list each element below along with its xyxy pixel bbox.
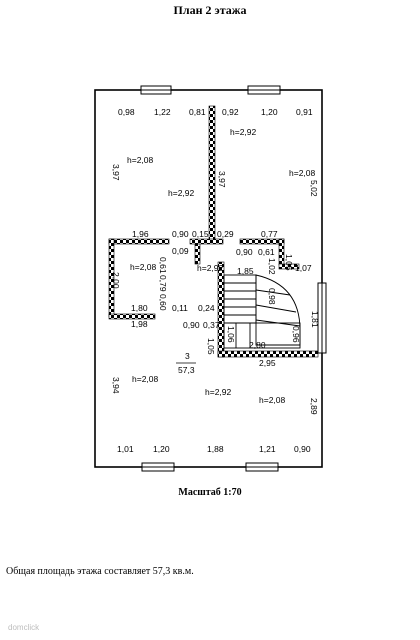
dim-b-h3: h=2,08 bbox=[259, 395, 286, 405]
area-note: Общая площадь этажа составляет 57,3 кв.м. bbox=[6, 566, 194, 577]
dim-c-3: 0,29 bbox=[217, 229, 234, 239]
dim-bot-1: 1,01 bbox=[117, 444, 134, 454]
dim-tl-width: 1,96 bbox=[132, 229, 149, 239]
dim-top-2: 1,22 bbox=[154, 107, 171, 117]
dim-b-right: 2,89 bbox=[309, 398, 319, 415]
window-top-left bbox=[141, 86, 171, 94]
dim-st-2: 0,90 bbox=[183, 320, 200, 330]
dim-h-8: 0,98 bbox=[267, 288, 277, 305]
window-bottom-left bbox=[142, 463, 174, 471]
scale-label: Масштаб 1:70 bbox=[178, 487, 242, 498]
dim-st-5: 1,05 bbox=[206, 338, 216, 355]
dim-st-8: 2,95 bbox=[259, 358, 276, 368]
dim-b-h1: h=2,08 bbox=[132, 374, 159, 384]
dim-tl-len: 3,97 bbox=[111, 164, 121, 181]
plan-title: План 2 этажа bbox=[173, 3, 247, 17]
dim-bot-3: 1,88 bbox=[207, 444, 224, 454]
dim-s-4: 0,61 bbox=[158, 257, 168, 274]
exterior-wall bbox=[95, 90, 322, 467]
dim-h-9: 1,81 bbox=[310, 311, 320, 328]
dim-tl-h1: h=2,08 bbox=[127, 155, 154, 165]
dim-h-2: 0,90 bbox=[236, 247, 253, 257]
room-number: 3 bbox=[185, 351, 190, 361]
dim-b-len: 3,94 bbox=[111, 377, 121, 394]
dim-tr-h2: h=2,08 bbox=[289, 168, 316, 178]
dim-h-4: 1,02 bbox=[267, 258, 277, 275]
dim-top-1: 0,98 bbox=[118, 107, 135, 117]
dim-h-5: 1,05 bbox=[284, 254, 294, 271]
dim-s-8: 0,11 bbox=[172, 303, 188, 313]
dim-tl-h2: h=2,92 bbox=[168, 188, 195, 198]
dim-tr-len: 3,97 bbox=[217, 171, 227, 188]
dim-st-6: 2,80 bbox=[249, 340, 266, 350]
dim-top-6: 0,91 bbox=[296, 107, 313, 117]
window-top-right bbox=[248, 86, 280, 94]
dim-st-4: 1,06 bbox=[226, 326, 236, 343]
dim-s-9: 0,24 bbox=[198, 303, 215, 313]
dim-bot-4: 1,21 bbox=[259, 444, 276, 454]
room-area: 57,3 bbox=[178, 365, 195, 375]
watermark-logo: domclick bbox=[8, 623, 40, 632]
dim-s-7: 1,80 bbox=[131, 303, 148, 313]
dim-h-6: 1,85 bbox=[237, 266, 254, 276]
dim-c-2: 0,15 bbox=[192, 229, 209, 239]
window-bottom-right bbox=[246, 463, 278, 471]
dim-st-1: 1,98 bbox=[131, 319, 148, 329]
dim-s-1: 0,09 bbox=[172, 246, 189, 256]
dim-h-1: h=2,92 bbox=[197, 263, 224, 273]
dim-b-h2: h=2,92 bbox=[205, 387, 232, 397]
dim-st-3: 0,37 bbox=[203, 320, 220, 330]
dim-h-3: 0,61 bbox=[258, 247, 275, 257]
dim-s-3: h=2,08 bbox=[130, 262, 157, 272]
dim-s-6: 0,60 bbox=[158, 294, 168, 311]
dim-h-7: 1,07 bbox=[295, 263, 312, 273]
dim-c-1: 0,90 bbox=[172, 229, 189, 239]
dim-s-2: 2,00 bbox=[111, 272, 121, 289]
dim-tr-h1: h=2,92 bbox=[230, 127, 257, 137]
dim-st-7: 0,96 bbox=[291, 326, 301, 343]
dim-bot-5: 0,90 bbox=[294, 444, 311, 454]
dim-bot-2: 1,20 bbox=[153, 444, 170, 454]
dim-top-5: 1,20 bbox=[261, 107, 278, 117]
dim-top-4: 0,92 bbox=[222, 107, 239, 117]
dim-s-5: 0,79 bbox=[158, 275, 168, 292]
dim-tr-width: 5,02 bbox=[309, 180, 319, 197]
dim-top-3: 0,81 bbox=[189, 107, 206, 117]
dim-c-4: 0,77 bbox=[261, 229, 278, 239]
